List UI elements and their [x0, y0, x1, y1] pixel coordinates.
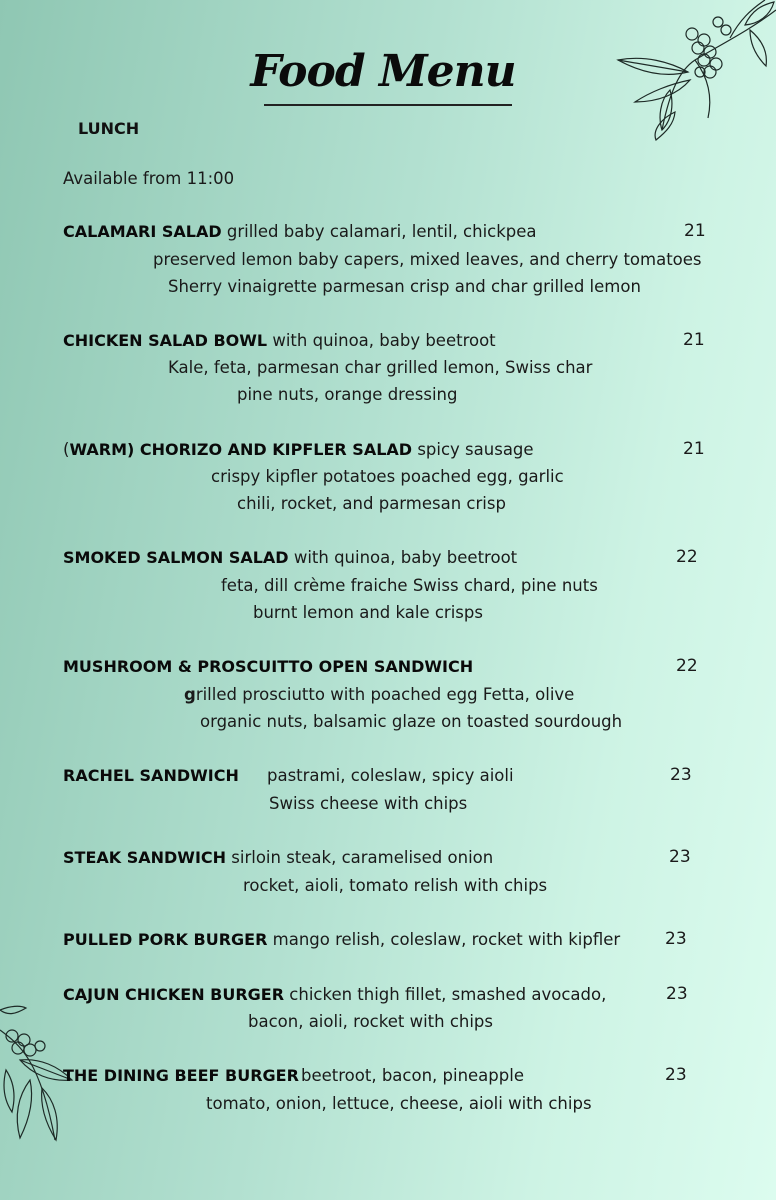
menu-item-detail: organic nuts, balsamic glaze on toasted sourdough — [200, 712, 623, 731]
menu-item-name: WARM) CHORIZO AND KIPFLER SALAD — [69, 440, 413, 459]
menu-item-price: 21 — [683, 330, 705, 350]
menu-item-price: 21 — [683, 439, 705, 459]
menu-item-price: 23 — [666, 984, 688, 1004]
menu-item-desc: spicy sausage — [412, 440, 534, 459]
menu-item-name: RACHEL SANDWICH — [63, 766, 239, 785]
menu-item-detail-initial: g — [184, 685, 196, 704]
page-title: Food Menu — [250, 46, 516, 97]
menu-item-detail: chili, rocket, and parmesan crisp — [237, 494, 506, 513]
section-heading: LUNCH — [78, 119, 140, 138]
menu-item-price: 23 — [670, 765, 692, 785]
menu-item-name: STEAK SANDWICH — [63, 848, 227, 867]
menu-item-detail: tomato, onion, lettuce, cheese, aioli with chips — [206, 1094, 592, 1113]
menu-item-name: CAJUN CHICKEN BURGER — [63, 985, 285, 1004]
menu-item-price: 23 — [665, 1065, 687, 1085]
menu-item-detail: Swiss cheese with chips — [269, 794, 468, 813]
menu-item-price: 21 — [684, 221, 706, 241]
menu-item-detail: preserved lemon baby capers, mixed leaves, and cherry tomatoes — [153, 250, 702, 269]
menu-item-desc: grilled baby calamari, lentil, chickpea — [221, 222, 537, 241]
menu-item-name: CALAMARI SALAD — [63, 222, 222, 241]
menu-item-name-line — [63, 985, 606, 1004]
menu-item-desc: chicken thigh fillet, smashed avocado, — [284, 985, 607, 1004]
menu-item-desc: with quinoa, baby beetroot — [288, 548, 518, 567]
menu-item-name-line — [63, 848, 493, 867]
menu-item-price: 22 — [676, 547, 698, 567]
menu-item-detail: crispy kipfler potatoes poached egg, garlic — [211, 467, 564, 486]
menu-item-detail: burnt lemon and kale crisps — [253, 603, 483, 622]
menu-item-detail: rocket, aioli, tomato relish with chips — [243, 876, 548, 895]
availability-note: Available from 11:00 — [63, 169, 235, 188]
menu-item-name-line — [63, 440, 534, 459]
menu-item-name: THE DINING BEEF BURGER — [63, 1066, 299, 1085]
menu-item-name: SMOKED SALMON SALAD — [63, 548, 289, 567]
menu-item-name: CHICKEN SALAD BOWL — [63, 331, 268, 350]
menu-item-detail: Sherry vinaigrette parmesan crisp and char grilled lemon — [168, 277, 641, 296]
menu-item-price: 22 — [676, 656, 698, 676]
menu-item-detail: Kale, feta, parmesan char grilled lemon, Swiss char — [168, 358, 593, 377]
menu-item-name-line — [63, 930, 620, 949]
menu-item-detail: feta, dill crème fraiche Swiss chard, pine nuts — [221, 576, 598, 595]
menu-item-detail-rest: rilled prosciutto with poached egg Fetta, olive — [195, 685, 575, 704]
menu-item-name-line — [63, 1066, 299, 1085]
menu-item-desc: mango relish, coleslaw, rocket with kipfler — [267, 930, 621, 949]
menu-item-name-line — [63, 766, 239, 785]
menu-item-price: 23 — [665, 929, 687, 949]
menu-item-detail — [184, 685, 574, 704]
menu-item-detail: pine nuts, orange dressing — [237, 385, 458, 404]
menu-item-name-line — [63, 657, 473, 676]
menu-item-detail: bacon, aioli, rocket with chips — [248, 1012, 494, 1031]
menu-item-name-line — [63, 548, 517, 567]
menu-item-name-line — [63, 222, 537, 241]
title-underline — [264, 104, 512, 106]
menu-item-desc: beetroot, bacon, pineapple — [301, 1066, 524, 1085]
menu-item-name: PULLED PORK BURGER — [63, 930, 268, 949]
menu-item-name-prefix: ( — [63, 440, 70, 459]
menu-item-name-line — [63, 331, 496, 350]
menu-item-price: 23 — [669, 847, 691, 867]
menu-item-desc: pastrami, coleslaw, spicy aioli — [267, 766, 514, 785]
menu-item-desc: with quinoa, baby beetroot — [267, 331, 496, 350]
menu-item-desc: sirloin steak, caramelised onion — [226, 848, 494, 867]
menu-item-name: MUSHROOM & PROSCUITTO OPEN SANDWICH — [63, 657, 474, 676]
